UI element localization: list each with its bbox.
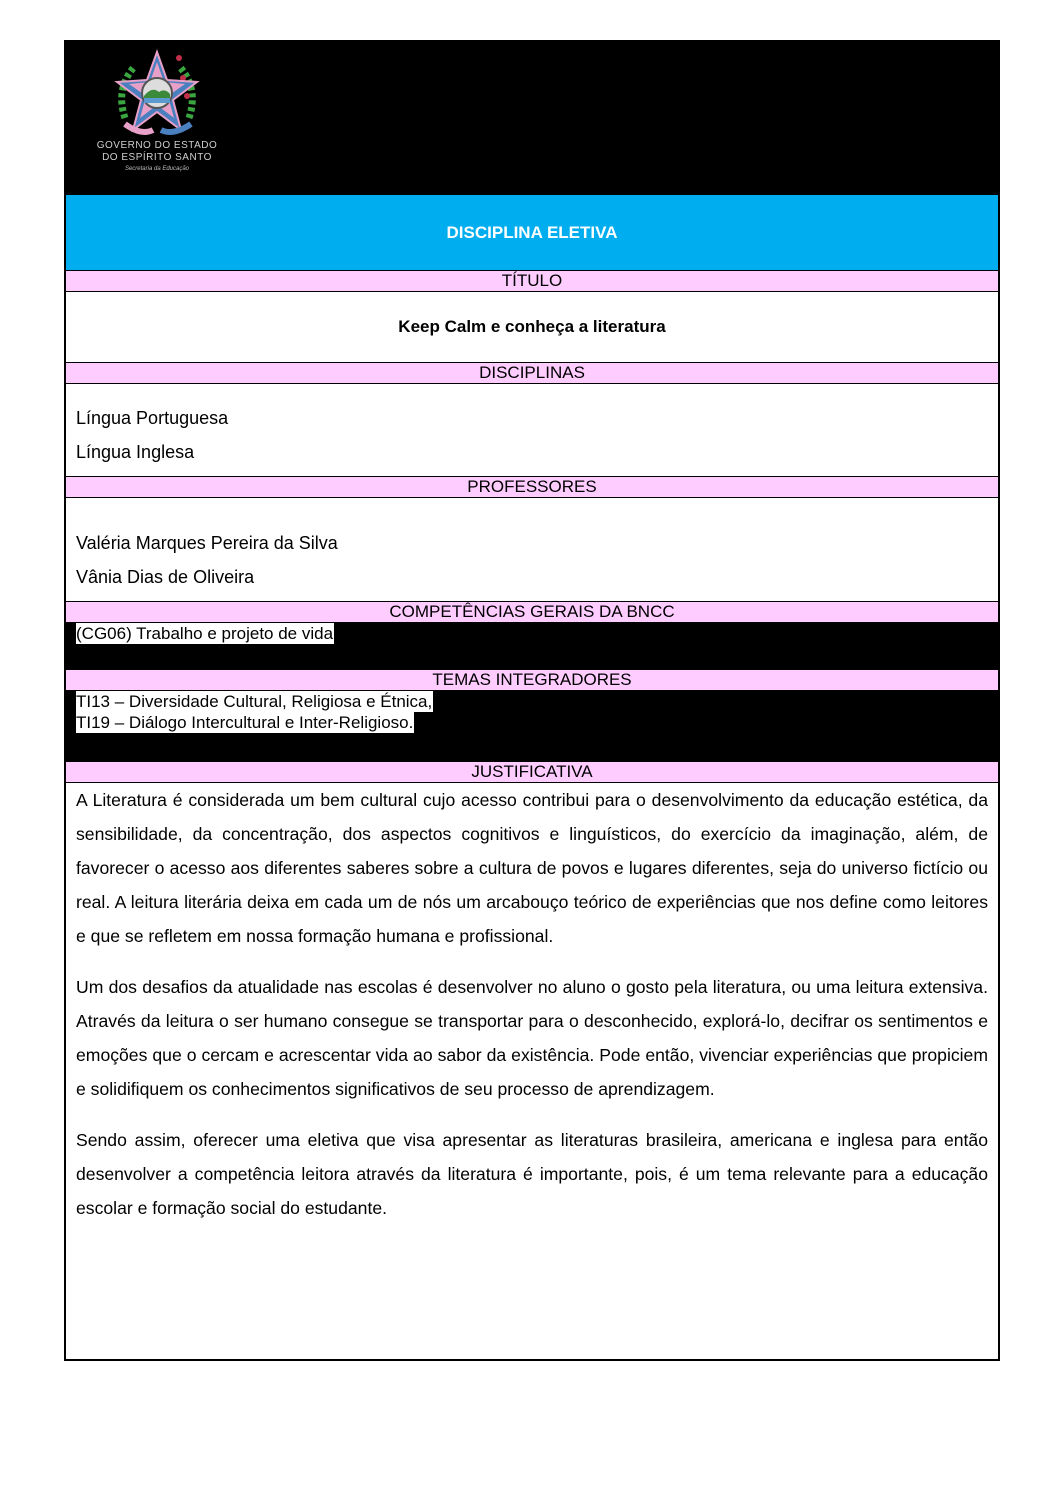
temas-list: [64, 691, 1000, 761]
section-header-titulo: TÍTULO: [64, 270, 1000, 292]
list-item: Vânia Dias de Oliveira: [76, 567, 255, 587]
government-logo: [92, 48, 222, 188]
state-coat-of-arms-icon: [107, 48, 207, 140]
section-header-professores: PROFESSORES: [64, 476, 1000, 498]
paragraph: A Literatura é considerada um bem cultural cujo acesso contribui para o desenvolvimento da educação estética, da sensibilidade, da concentração, dos aspectos cognitivos e linguísticos, do exercício da imaginação, além, de favorecer o acesso aos diferentes saberes sobre a cultura de povos e lugares diferentes, seja do universo fictício ou real. A leitura literária deixa em cada um de nós um arcabouço teórico de experiências que nos define como leitores e que se refletem em nossa formação humana e profissional.: [76, 790, 988, 946]
section-header-temas: TEMAS INTEGRADORES: [64, 669, 1000, 691]
section-header-justificativa: JUSTIFICATIVA: [64, 761, 1000, 783]
list-item: Língua Inglesa: [76, 442, 195, 462]
section-header-competencias: COMPETÊNCIAS GERAIS DA BNCC: [64, 601, 1000, 623]
paragraph: Sendo assim, oferecer uma eletiva que visa apresentar as literaturas brasileira, americana e inglesa para então desenvolver a competência leitora através da literatura é importante, pois, é um tema relevante para a educação escolar e formação social do estudante.: [76, 1130, 988, 1218]
disciplinas-list: [64, 384, 1000, 476]
paragraph: Um dos desafios da atualidade nas escolas é desenvolver no aluno o gosto pela literatura, ou uma leitura extensiva. Através da leitura o ser humano consegue se transportar para o desconhecido, explorá-lo, decifrar os sentimentos e emoções que o cercam e acrescentar vida ao sabor da existência. Pode então, vivenciar experiências que propiciem e solidifiquem os conhecimentos significativos de seu processo de aprendizagem.: [76, 977, 988, 1099]
list-item: TI13 – Diversidade Cultural, Religiosa e Étnica,: [76, 692, 433, 711]
section-header-disciplinas: DISCIPLINAS: [64, 362, 1000, 384]
professores-list: [64, 498, 1000, 601]
document-page: [64, 40, 1000, 1361]
banner-title: DISCIPLINA ELETIVA: [446, 222, 618, 242]
header-block: [64, 40, 1000, 195]
banner: [64, 195, 1000, 270]
justificativa-body: [64, 783, 1000, 1361]
list-item: Língua Portuguesa: [76, 408, 229, 428]
list-item: (CG06) Trabalho e projeto de vida: [76, 624, 334, 643]
list-item: TI19 – Diálogo Intercultural e Inter-Religioso.: [76, 713, 414, 732]
competencias-list: [64, 623, 1000, 669]
list-item: Valéria Marques Pereira da Silva: [76, 533, 338, 553]
logo-subtitle: Secretaria da Educação: [124, 166, 190, 172]
title-value: Keep Calm e conheça a literatura: [64, 292, 1000, 362]
logo-line-2: DO ESPÍRITO SANTO: [102, 152, 212, 163]
logo-line-1: GOVERNO DO ESTADO: [96, 140, 218, 151]
